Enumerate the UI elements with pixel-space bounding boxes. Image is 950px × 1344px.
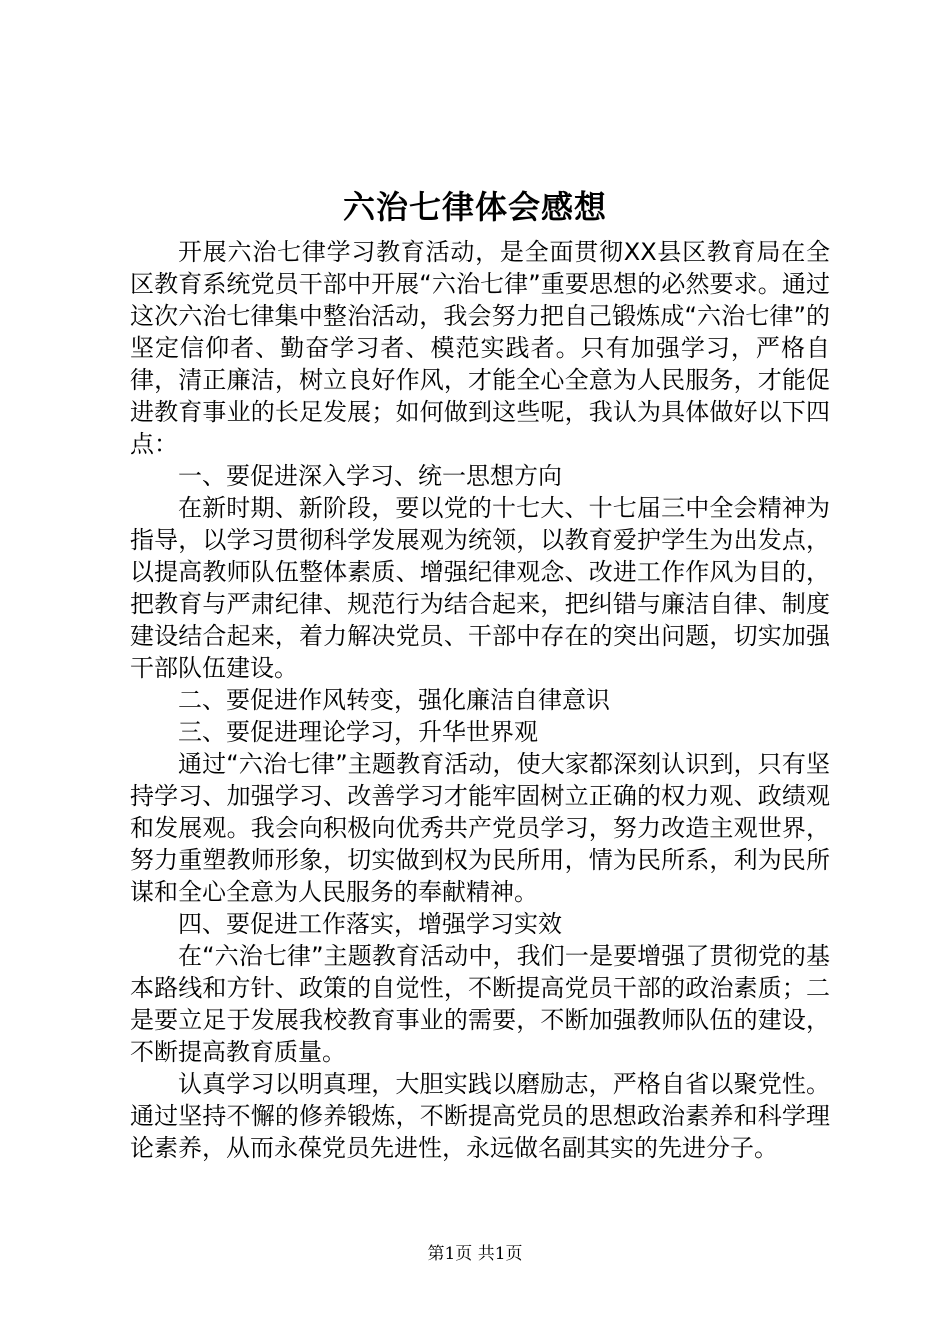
page-footer: 第1页 共1页 [427, 1244, 523, 1264]
heading-point-1: 一、要促进深入学习、统一思想方向 [178, 462, 562, 490]
heading-point-2: 二、要促进作风转变，强化廉洁自律意识 [178, 686, 610, 714]
paragraph-intro: 开展六治七律学习教育活动，是全面贯彻XX县区教育局在全区教育系统党员干部中开展“六治七律”重要思想的必然要求。通过这次六治七律集中整治活动，我会努力把自己锻炼成“六治七律”的坚定信仰者、勤奋学习者、模范实践者。只有加强学习，严格自律，清正廉洁，树立良好作风，才能全心全意为人民服务，才能促进教育事业的长足发展；如何做到这些呢，我认为具体做好以下四点： [130, 238, 830, 458]
paragraph-conclusion: 认真学习以明真理，大胆实践以磨励志，严格自省以聚党性。通过坚持不懈的修养锻炼，不断提高党员的思想政治素养和科学理论素养，从而永葆党员先进性，永远做名副其实的先进分子。 [130, 1070, 830, 1162]
paragraph-point-4: 在“六治七律”主题教育活动中，我们一是要增强了贯彻党的基本路线和方针、政策的自觉性，不断提高党员干部的政治素质；二是要立足于发展我校教育事业的需要，不断加强教师队伍的建设，不断提高教育质量。 [130, 942, 830, 1066]
document-title: 六治七律体会感想 [342, 188, 607, 226]
paragraph-point-1: 在新时期、新阶段，要以党的十七大、十七届三中全会精神为指导，以学习贯彻科学发展观为统领，以教育爱护学生为出发点，以提高教师队伍整体素质、增强纪律观念、改进工作作风为目的，把教育与严肃纪律、规范行为结合起来，把纠错与廉洁自律、制度建设结合起来，着力解决党员、干部中存在的突出问题，切实加强干部队伍建设。 [130, 494, 830, 682]
document-body [130, 236, 830, 1164]
heading-point-3: 三、要促进理论学习，升华世界观 [178, 718, 538, 746]
heading-point-4: 四、要促进工作落实，增强学习实效 [178, 910, 562, 938]
paragraph-point-3: 通过“六治七律”主题教育活动，使大家都深刻认识到，只有坚持学习、加强学习、改善学习才能牢固树立正确的权力观、政绩观和发展观。我会向积极向优秀共产党员学习，努力改造主观世界，努力重塑教师形象，切实做到权为民所用，情为民所系，利为民所谋和全心全意为人民服务的奉献精神。 [130, 750, 830, 906]
